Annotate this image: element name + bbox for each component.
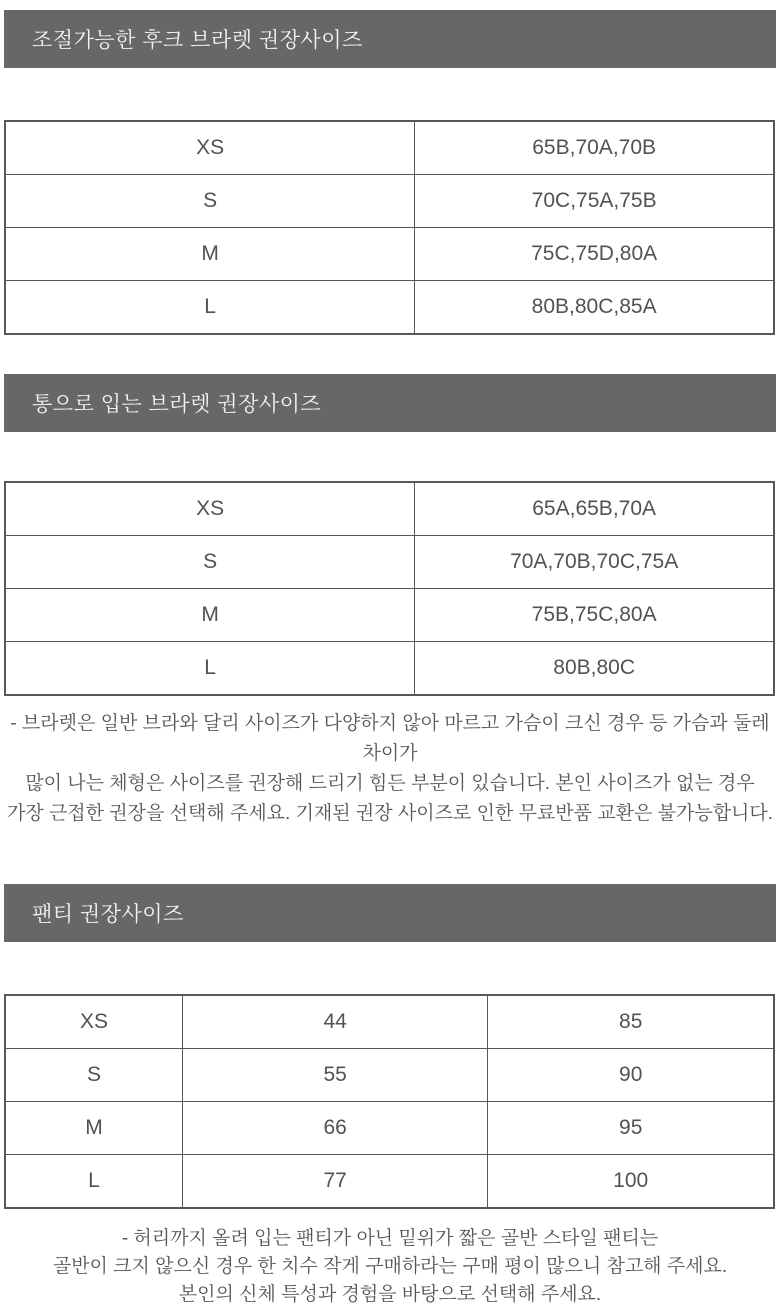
hip-size-cell: 90 bbox=[488, 1049, 774, 1102]
panty-size-table bbox=[4, 994, 775, 1209]
size-value-cell: 80B,80C bbox=[415, 642, 774, 696]
table-row bbox=[5, 121, 774, 175]
size-value-cell: 70A,70B,70C,75A bbox=[415, 536, 774, 589]
note-line: 많이 나는 체형은 사이즈를 권장해 드리기 힘든 부분이 있습니다. 본인 사이즈가 없는 경우 bbox=[25, 773, 755, 794]
bralette-size-note bbox=[0, 709, 780, 829]
size-value-cell: 75C,75D,80A bbox=[415, 228, 774, 281]
kr-size-cell: 66 bbox=[182, 1102, 487, 1155]
kr-size-cell: 44 bbox=[182, 995, 487, 1049]
size-label-cell: XS bbox=[5, 121, 415, 175]
table-row bbox=[5, 1102, 774, 1155]
size-label-cell: XS bbox=[5, 995, 182, 1049]
size-label-cell: L bbox=[5, 281, 415, 335]
table-row bbox=[5, 536, 774, 589]
size-value-cell: 65A,65B,70A bbox=[415, 482, 774, 536]
pullover-bralette-size-table bbox=[4, 481, 775, 696]
size-label-cell: XS bbox=[5, 482, 415, 536]
note-line: - 허리까지 올려 입는 팬티가 아닌 밑위가 짧은 골반 스타일 팬티는 bbox=[121, 1228, 659, 1249]
table-row bbox=[5, 175, 774, 228]
table-row bbox=[5, 228, 774, 281]
hook-bralette-size-header: 조절가능한 후크 브라렛 권장사이즈 bbox=[4, 10, 776, 68]
pullover-bralette-size-header: 통으로 입는 브라렛 권장사이즈 bbox=[4, 374, 776, 432]
size-value-cell: 75B,75C,80A bbox=[415, 589, 774, 642]
note-line: 본인의 신체 특성과 경험을 바탕으로 선택해 주세요. bbox=[178, 1284, 602, 1305]
table-row bbox=[5, 642, 774, 696]
panty-size-note bbox=[0, 1225, 780, 1309]
table-row bbox=[5, 281, 774, 335]
hip-size-cell: 85 bbox=[488, 995, 774, 1049]
size-label-cell: M bbox=[5, 228, 415, 281]
hip-size-cell: 95 bbox=[488, 1102, 774, 1155]
table-row bbox=[5, 995, 774, 1049]
size-value-cell: 65B,70A,70B bbox=[415, 121, 774, 175]
table-row bbox=[5, 1155, 774, 1209]
size-value-cell: 70C,75A,75B bbox=[415, 175, 774, 228]
table-row bbox=[5, 1049, 774, 1102]
table-row bbox=[5, 482, 774, 536]
table-row bbox=[5, 589, 774, 642]
size-label-cell: S bbox=[5, 175, 415, 228]
size-label-cell: M bbox=[5, 589, 415, 642]
size-value-cell: 80B,80C,85A bbox=[415, 281, 774, 335]
size-label-cell: S bbox=[5, 536, 415, 589]
size-label-cell: M bbox=[5, 1102, 182, 1155]
kr-size-cell: 77 bbox=[182, 1155, 487, 1209]
size-label-cell: L bbox=[5, 642, 415, 696]
kr-size-cell: 55 bbox=[182, 1049, 487, 1102]
hip-size-cell: 100 bbox=[488, 1155, 774, 1209]
size-label-cell: S bbox=[5, 1049, 182, 1102]
hook-bralette-size-table bbox=[4, 120, 775, 335]
note-line: 골반이 크지 않으신 경우 한 치수 작게 구매하라는 구매 평이 많으니 참고해 주세요. bbox=[52, 1256, 728, 1277]
size-label-cell: L bbox=[5, 1155, 182, 1209]
panty-size-header: 팬티 권장사이즈 bbox=[4, 884, 776, 942]
note-line: 가장 근접한 권장을 선택해 주세요. 기재된 권장 사이즈로 인한 무료반품 교환은 불가능합니다. bbox=[6, 803, 774, 824]
note-line: - 브라렛은 일반 브라와 달리 사이즈가 다양하지 않아 마르고 가슴이 크신 경우 등 가슴과 둘레 차이가 bbox=[10, 713, 770, 764]
